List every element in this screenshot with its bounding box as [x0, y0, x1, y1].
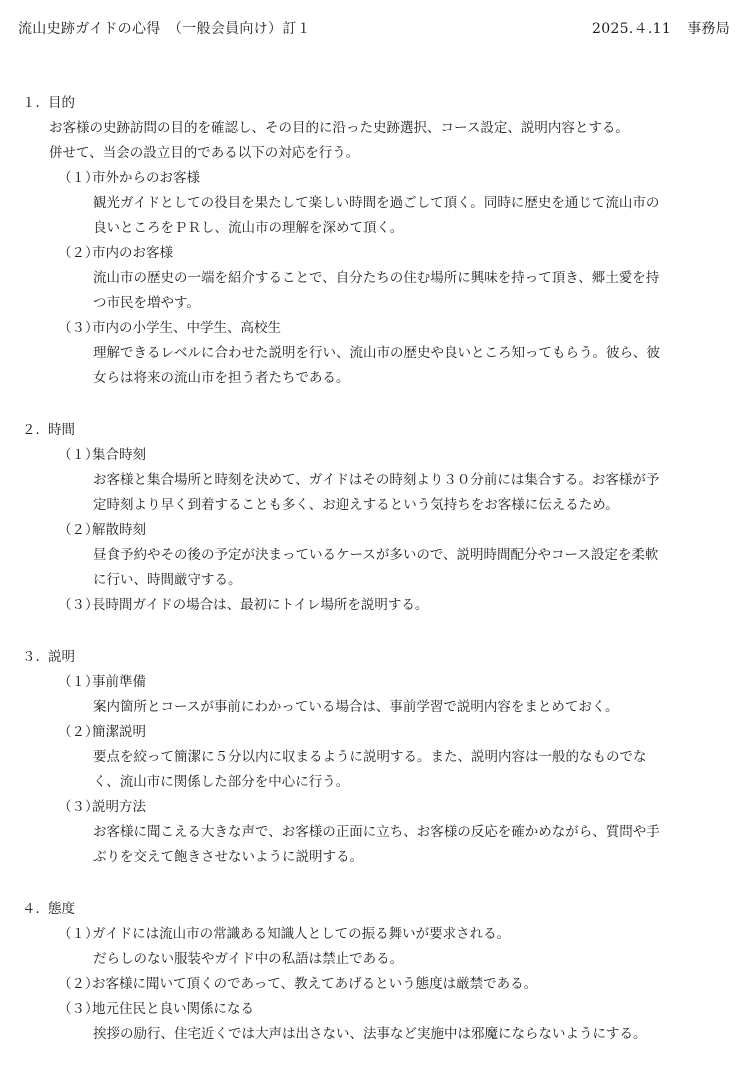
subsection-number: （１） — [58, 447, 99, 463]
subsection-number: （２） — [58, 976, 99, 992]
subsection-heading — [0, 518, 750, 543]
subsection-title: 簡潔説明 — [92, 724, 146, 740]
section-title: 時間 — [48, 422, 75, 438]
subsection-title: 集合時刻 — [92, 447, 146, 463]
section-intro-line: 併せて、当会の設立目的である以下の対応を行う。 — [49, 145, 360, 161]
subsection-heading — [0, 795, 750, 820]
section-4 — [0, 897, 750, 1047]
section-heading — [0, 418, 750, 443]
section-heading — [0, 91, 750, 116]
subsection-number: （２） — [58, 724, 99, 740]
subsection-heading — [0, 997, 750, 1022]
subsection-number: （３） — [58, 799, 99, 815]
subsection-number: （３） — [58, 1001, 99, 1017]
body-text-line: つ市民を増やす。 — [93, 295, 200, 311]
body-text-line: 理解できるレベルに合わせた説明を行い、流山市の歴史や良いところ知ってもらう。彼ら、彼 — [93, 345, 660, 361]
body-text-line: に行い、時間厳守する。 — [93, 572, 242, 588]
subsection-number: （２） — [58, 522, 99, 538]
body-text-line: 案内箇所とコースが事前にわかっている場合は、事前学習で説明内容をまとめておく。 — [93, 699, 619, 715]
subsection-title: ガイドには流山市の常識ある知識人としての振る舞いが要求される。 — [92, 926, 511, 942]
section-2 — [0, 418, 750, 618]
subsection-number: （１） — [58, 674, 99, 690]
body-text-line: 昼食予約やその後の予定が決まっているケースが多いので、説明時間配分やコース設定を柔軟 — [93, 547, 659, 563]
body-text-line: 流山市の歴史の一端を紹介することで、自分たちの住む場所に興味を持って頂き、郷土愛を持 — [93, 270, 660, 286]
subsection-number: （１） — [58, 170, 99, 186]
subsection-heading — [0, 922, 750, 947]
subsection-heading — [0, 972, 750, 997]
subsection-title: 地元住民と良い関係になる — [92, 1001, 254, 1017]
section-intro-line: お客様の史跡訪問の目的を確認し、その目的に沿った史跡選択、コース設定、説明内容とする。 — [49, 120, 629, 136]
body-text-line: 良いところをＰＲし、流山市の理解を深めて頂く。 — [93, 220, 404, 236]
subsection-title: 長時間ガイドの場合は、最初にトイレ場所を説明する。 — [92, 597, 429, 613]
document-title: 流山史跡ガイドの心得 （一般会員向け）訂１ — [18, 21, 311, 37]
section-title: 目的 — [48, 95, 75, 111]
body-text-line: 挨拶の励行、住宅近くでは大声は出さない、法事など実施中は邪魔にならないようにする。 — [93, 1026, 647, 1042]
section-title: 態度 — [48, 901, 75, 917]
subsection-heading — [0, 720, 750, 745]
document-date: 2025.４.11 — [592, 21, 672, 37]
subsection-heading — [0, 316, 750, 341]
section-number: １． — [22, 95, 49, 111]
body-text-line: く、流山市に関係した部分を中心に行う。 — [93, 774, 350, 790]
body-text-line: 定時刻より早く到着することも多く、お迎えするという気持ちをお客様に伝えるため。 — [93, 497, 619, 513]
subsection-number: （２） — [58, 245, 99, 261]
header-meta — [592, 18, 730, 38]
body-text-line: だらしのない服装やガイド中の私語は禁止である。 — [93, 951, 404, 967]
section-number: ２． — [22, 422, 49, 438]
subsection-number: （３） — [58, 597, 99, 613]
subsection-title: お客様に聞いて頂くのであって、教えてあげるという態度は厳禁である。 — [92, 976, 538, 992]
section-heading — [0, 645, 750, 670]
section-number: ３． — [22, 649, 49, 665]
subsection-title: 解散時刻 — [92, 522, 146, 538]
subsection-title: 市内の小学生、中学生、高校生 — [92, 320, 281, 336]
subsection-heading — [0, 443, 750, 468]
section-heading — [0, 897, 750, 922]
subsection-title: 事前準備 — [92, 674, 146, 690]
section-3 — [0, 645, 750, 870]
subsection-heading — [0, 241, 750, 266]
subsection-number: （３） — [58, 320, 99, 336]
body-text-line: お客様と集合場所と時刻を決めて、ガイドはその時刻より３０分前には集合する。お客様が予 — [93, 472, 660, 488]
subsection-title: 市内のお客様 — [92, 245, 173, 261]
body-text-line: 女らは将来の流山市を担う者たちである。 — [93, 370, 350, 386]
subsection-title: 市外からのお客様 — [92, 170, 200, 186]
document-body — [0, 91, 750, 1074]
body-text-line: お客様に聞こえる大きな声で、お客様の正面に立ち、お客様の反応を確かめながら、質問や手 — [93, 824, 660, 840]
subsection-title: 説明方法 — [92, 799, 146, 815]
subsection-heading — [0, 670, 750, 695]
section-1 — [0, 91, 750, 391]
subsection-heading — [0, 166, 750, 191]
body-text-line: ぶりを交えて飽きさせないように説明する。 — [93, 849, 363, 865]
section-number: ４． — [22, 901, 49, 917]
body-text-line: 要点を絞って簡潔に５分以内に収まるように説明する。また、説明内容は一般的なものでな — [93, 749, 647, 765]
subsection-number: （１） — [58, 926, 99, 942]
subsection-heading — [0, 593, 750, 618]
office-name: 事務局 — [687, 21, 730, 37]
body-text-line: 観光ガイドとしての役目を果たして楽しい時間を過ごして頂く。同時に歴史を通じて流山市の — [93, 195, 660, 211]
section-title: 説明 — [48, 649, 75, 665]
